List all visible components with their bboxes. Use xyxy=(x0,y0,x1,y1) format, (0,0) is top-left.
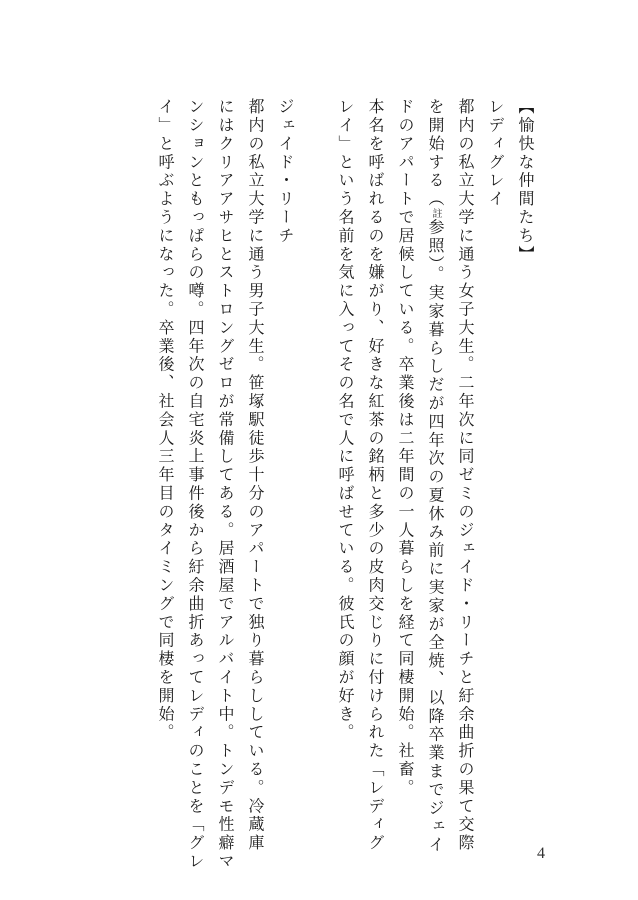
page-number: 4 xyxy=(537,845,545,862)
character-name-jade-leech: ジェイド・リーチ xyxy=(276,98,295,246)
body-line: ドのアパートで居候している。卒業後は二年間の一人暮らしを経て同棲開始。社畜。 xyxy=(396,98,415,798)
body-line-text: を開始する xyxy=(426,98,445,190)
body-line: レイ」という名前を気に入ってその名で人に呼ばせている。彼氏の顔が好き。 xyxy=(336,98,355,742)
body-line: ンションともっぱらの噂。四年次の自宅炎上事件後から紆余曲折あってレディのことを「グレ xyxy=(186,98,205,871)
body-line: 本名を呼ばれるのを嫌がり、好きな紅茶の銘柄と多少の皮肉交じりに付けられた「レディグ xyxy=(366,98,385,853)
body-line xyxy=(420,98,450,854)
body-line: 都内の私立大学に通う男子大生。笹塚駅徒歩十分のアパートで独り暮らししている。冷蔵庫 xyxy=(246,98,265,853)
body-line-text: 参照）。実家暮らしだが四年次の夏休み前に実家が全焼、以降卒業までジェイ xyxy=(426,218,445,855)
section-title: 【愉快な仲間たち】 xyxy=(516,98,535,264)
body-line: にはクリアアサヒとストロングゼロが常備してある。居酒屋でアルバイト中。トンデモ性癖マ xyxy=(216,98,235,871)
note-open-paren: （ xyxy=(426,190,445,209)
body-line: イ」と呼ぶようになった。卒業後、社会人三年目のタイミングで同棲を開始。 xyxy=(156,98,175,742)
body-line: 都内の私立大学に通う女子大生。二年次に同ゼミのジェイド・リーチと紆余曲折の果て交際 xyxy=(456,98,475,853)
footnote-mark: 註 xyxy=(430,208,441,219)
character-name-lady-grey: レディグレイ xyxy=(486,98,505,209)
